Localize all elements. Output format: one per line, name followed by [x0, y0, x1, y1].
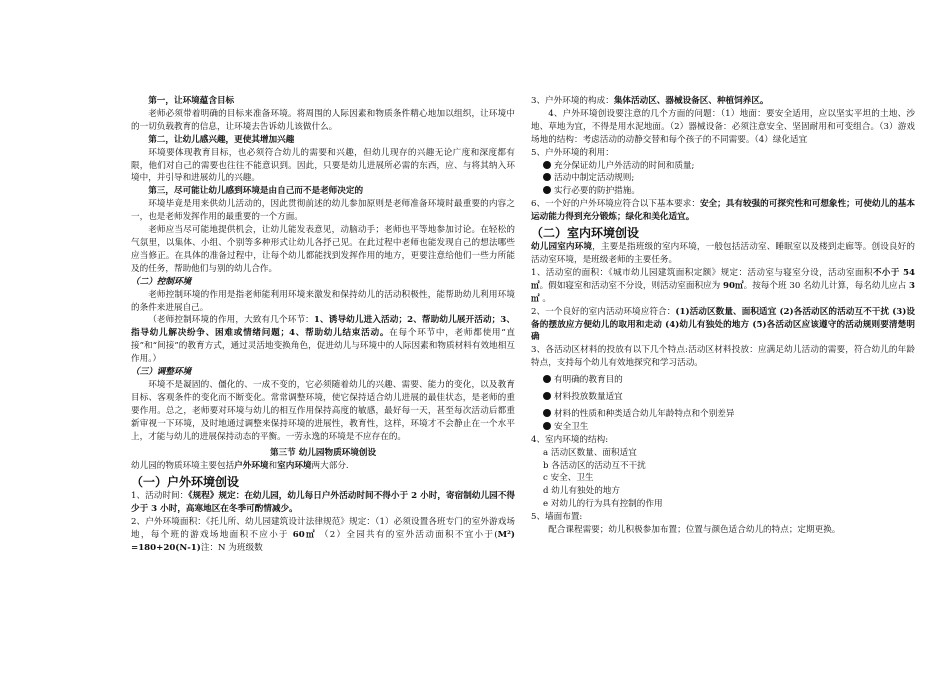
list-item: e 对幼儿的行为具有控制的作用: [543, 499, 663, 510]
heading-second: 第二，让幼儿感兴趣，更使其增加兴趣: [148, 134, 295, 145]
paragraph-indoor-definition: 幼儿园室内环境，主要是指班级的室内环境，一般包括活动室、睡眠室以及楼到走廊等。创设良好的活动室环境，是班级老师的主要任务。: [531, 242, 915, 265]
paragraph-outdoor-area: 2、户外环境面积：《托儿所、幼儿园建筑设计法律规范》规定：（1）必须设置各班专门的室外游戏场地，每个班的游戏场地面积不应小于 60㎡ （2）全园共有的室外活动面积不宜小于(M²) =180+20(N-1)注：N 为班级数: [131, 517, 515, 553]
bullet-icon: [543, 409, 551, 417]
list-item: 有明确的教育目的: [531, 374, 915, 387]
bullet-icon: [543, 422, 551, 430]
paragraph: 环境不是凝固的、僵化的、一成不变的，它必须随着幼儿的兴趣、需要、能力的变化，以及教育目标、客观条件的变化而不断变化。常常调整环境，使它保持适合幼儿进展的最佳状态，是老师的重要作用。总之，老师要对环境与幼儿的相互作用保持高度的敏感，最好每一天，甚至每次活动后都重新审视一下环境，及时地通过调整来保持环境的进展性，教育性，这样，环境才不会静止在一个水平上，才能与幼儿的进展保持动态的平衡。一劳永逸的环境是不应存在的。: [131, 379, 515, 442]
paragraph-indoor-requirements: 2、一个良好的室内活动环境应符合：(1)活动区数量、面积适宜 (2)各活动区的活动互不干扰 (3)设备的摆放应方便幼儿的取用和走动 (4)幼儿有独处的地方 (5)各活动区应该遵守的活动规则要清楚明确: [531, 306, 916, 343]
list-item: 充分保证幼儿户外活动的时间和质量;: [531, 160, 915, 173]
list-item: a 活动区数量、面积适宜: [543, 447, 637, 458]
paragraph: 老师应当尽可能地提供机会，让幼儿能发表意见，动脑动手；老师也平等地参加讨论。在轻松的气氛里，以集体、小组、个别等多种形式让幼儿各抒己见。在此过程中老师也能发现自己的想法哪些应当修正。在具体的准备过程中，让每个幼儿都能找到发挥作用的地方，更要注意给他们一些力所能及的任务，帮助他们与别的幼儿合作。: [131, 225, 515, 274]
paragraph: 老师控制环境的作用是指老师能利用环境来激发和保持幼儿的活动积极性，能帮助幼儿利用环境的条件来进展自己。: [131, 289, 515, 313]
paragraph-material-placement: 3、各活动区材料的投放有以下几个特点:活动区材料投放：应满足幼儿活动的需要，符合幼儿的年龄特点，支持每个幼儿有效地探究和学习活动。: [531, 345, 915, 369]
heading-outdoor: （一）户外环境创设: [131, 475, 240, 490]
list-item: 材料的性质和种类适合幼儿年龄特点和个别差异: [531, 408, 915, 421]
bullet-icon: [543, 161, 551, 169]
right-column: [531, 95, 915, 537]
heading-control-environment: （二）控制环境: [131, 276, 192, 287]
paragraph-room-area: 1、活动室的面积：《城市幼儿园建筑面积定额》规定：活动室与寝室分设，活动室面积不小于 54㎡。假如寝室和活动室不分设，则活动室面积应为 90㎡。按每个班 30 名幼儿计算，每名幼儿应占 3㎡ 。: [531, 267, 916, 304]
section-title: 第三节 幼儿园物质环境创设: [269, 448, 377, 459]
heading-adjust-environment: （三）调整环境: [131, 367, 192, 378]
paragraph-outdoor-requirements: 6、一个好的户外环境应符合以下基本要求：安全；具有较强的可探究性和可想象性；可使幼儿的基本运动能力得到充分锻炼；绿化和美化适宜。: [531, 199, 915, 223]
paragraph: 老师必须带着明确的目标来准备环境。将周围的人际因素和物质条件精心地加以组织，让环境中的一切负载教育的信息，让环境去告诉幼儿该做什么。: [131, 108, 515, 132]
list-item: 活动中制定活动规则;: [531, 172, 915, 185]
list-item: d 幼儿有独处的地方: [543, 486, 620, 497]
bullet-icon: [543, 375, 551, 383]
paragraph-outdoor-composition: 3、户外环境的构成：集体活动区、器械设备区、种植饲养区。: [531, 96, 769, 106]
left-column: [131, 95, 515, 555]
heading-first: 第一，让环境蕴含目标: [148, 96, 235, 106]
paragraph: 配合课程需要；幼儿积极参加布置；位置与颜色适合幼儿的特点；定期更换。: [548, 525, 841, 536]
paragraph: 环境要体现教育目标，也必须符合幼儿的需要和兴趣，但幼儿现存的兴趣无论广度和深度都有限，他们对自己的需要也往往不能意识到。因此，只要是幼儿进展所必需的东西，应、与将其纳入环境中，并引导和进展幼儿的兴趣。: [131, 147, 515, 184]
paragraph-outdoor-issues: 4、户外环境创设要注意的几个方面的问题：（1）地面：要安全适用，应以坚实平坦的土地、沙地、草地为宜，不得是用水泥地面。（2）器械设备：必须注意安全、坚固耐用和可变组合。（3）游戏场地的结构：考虑活动的动静交替和每个孩子的不同需要。（4）绿化适宜: [531, 108, 915, 145]
list-item: 实行必要的防护措施。: [531, 185, 915, 198]
paragraph-material-environment: 幼儿园的物质环境主要包括户外环境和室内环境两大部分.: [131, 461, 349, 472]
paragraph-outdoor-use: 5、户外环境的利用：: [531, 147, 614, 158]
paragraph-indoor-structure: 4、室内环境的结构:: [531, 434, 609, 445]
bullet-icon: [543, 186, 551, 194]
bullet-icon: [543, 392, 551, 400]
heading-third: 第三，尽可能让幼儿感到环境是由自己而不是老师决定的: [148, 186, 364, 197]
paragraph-teacher-role: （老师控制环境的作用，大致有几个环节：1、诱导幼儿进入活动；2、帮助幼儿展开活动；3、指导幼儿解决纷争、困难或情绪问题；4、帮助幼儿结束活动。在每个环节中，老师都使用“直接”和“间接”的教育方式，通过灵活地变换角色，促进幼儿与环境中的人际因素和物质材料有效地相互作用。）: [131, 315, 515, 365]
list-item: 安全卫生: [531, 421, 915, 434]
paragraph: 环境毕竟是用来供幼儿活动的，因此贯彻前述的幼儿参加原则是老师准备环境时最重要的内容之一，也是老师发挥作用的最重要的一个方面。: [131, 199, 515, 223]
paragraph-wall-layout: 5、墙面布置:: [531, 512, 583, 523]
paragraph-activity-time: 1、活动时间：《规程》规定：在幼儿园，幼儿每日户外活动时间不得小于 2 小时，寄宿制幼儿园不得少于 3 小时，高寒地区在冬季可酌情减少。: [131, 491, 516, 515]
heading-indoor: （二）室内环境创设: [531, 226, 640, 241]
list-item: b 各活动区的活动互不干扰: [543, 460, 646, 471]
list-item: 材料投放数量适宜: [531, 391, 915, 404]
list-item: c 安全、卫生: [543, 473, 594, 484]
bullet-icon: [543, 173, 551, 181]
